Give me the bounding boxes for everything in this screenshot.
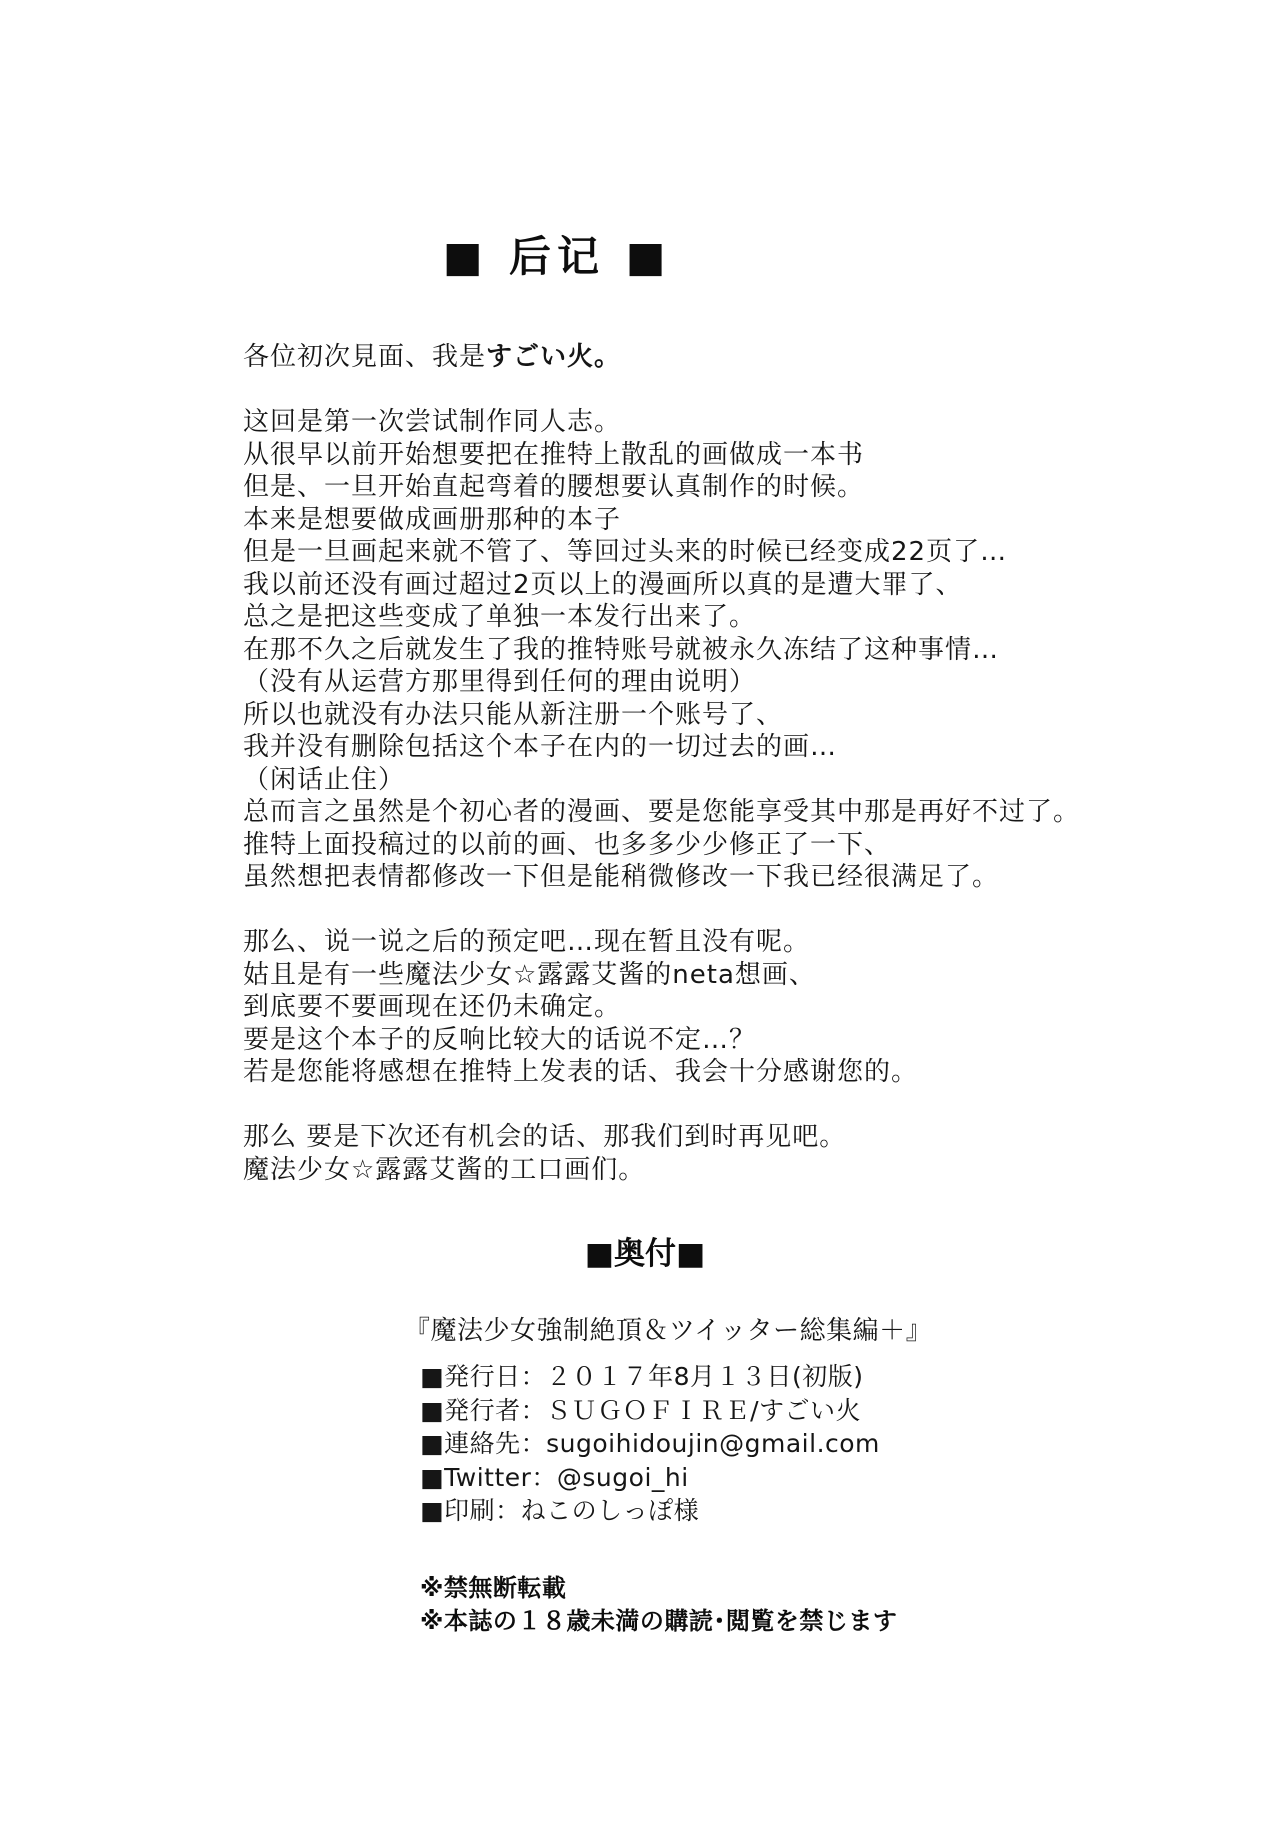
afterword-body-text bbox=[243, 341, 1203, 1186]
text-line bbox=[243, 764, 1203, 797]
text-segment: 总之是把这些变成了单独一本发行出来了。 bbox=[243, 602, 757, 632]
text-line bbox=[243, 634, 1203, 667]
text-line bbox=[243, 699, 1203, 732]
text-line: ■印刷：ねこのしっぽ様 bbox=[420, 1496, 700, 1525]
text-line bbox=[243, 569, 1203, 602]
text-line bbox=[243, 796, 1203, 829]
text-segment: 这回是第一次尝试制作同人志。 bbox=[243, 407, 622, 437]
text-line: ■連絡先：sugoihidoujin@gmail.com bbox=[420, 1429, 880, 1458]
text-line bbox=[243, 894, 1203, 927]
text-segment: 姑且是有一些魔法少女☆露露艾酱的neta想画、 bbox=[243, 959, 816, 990]
text-line bbox=[243, 341, 1203, 374]
text-segment: 要是这个本子的反响比较大的话说不定…？ bbox=[243, 1024, 757, 1055]
text-segment: 到底要不要画现在还仍未确定。 bbox=[243, 992, 622, 1022]
text-line: ※禁無断転載 bbox=[420, 1574, 567, 1602]
text-segment: 但是、一旦开始直起弯着的腰想要认真制作的时候。 bbox=[243, 472, 865, 502]
text-segment: 各位初次見面、我是 bbox=[243, 342, 487, 372]
text-line bbox=[243, 731, 1203, 764]
page-title: ■ 后记 ■ bbox=[442, 232, 672, 281]
text-segment: 若是您能将感想在推特上发表的话、我会十分感谢您的。 bbox=[243, 1057, 919, 1087]
text-segment: 但是一旦画起来就不管了、等回过头来的时候已经变成22页了… bbox=[243, 537, 1008, 567]
text-segment: 在那不久之后就发生了我的推特账号就被永久冻结了这种事情… bbox=[243, 634, 1000, 665]
text-line: ■発行者：ＳＵＧＯＦＩＲＥ/すごい火 bbox=[420, 1395, 862, 1425]
text-line bbox=[243, 439, 1203, 472]
text-segment: 总而言之虽然是个初心者的漫画、要是您能享受其中那是再好不过了。 bbox=[243, 797, 1081, 827]
text-segment: 那么、说一说之后的预定吧…现在暂且没有呢。 bbox=[243, 927, 811, 957]
colophon-heading: ■奥付■ bbox=[584, 1236, 706, 1272]
text-line bbox=[243, 861, 1203, 894]
colophon-details bbox=[420, 1360, 880, 1528]
text-segment: 所以也就没有办法只能从新注册一个账号了、 bbox=[243, 699, 784, 730]
text-segment: 从很早以前开始想要把在推特上散乱的画做成一本书 bbox=[243, 439, 865, 470]
text-line bbox=[243, 991, 1203, 1024]
text-line bbox=[243, 504, 1203, 537]
text-line bbox=[243, 666, 1203, 699]
text-line: ■Twitter：@sugoi_hi bbox=[420, 1462, 689, 1492]
text-segment: 我并没有删除包括这个本子在内的一切过去的画… bbox=[243, 732, 838, 762]
text-segment: 魔法少女☆露露艾酱的工口画们。 bbox=[243, 1154, 646, 1185]
text-segment: 推特上面投稿过的以前的画、也多多少少修正了一下、 bbox=[243, 829, 892, 860]
text-segment: （没有从运营方那里得到任何的理由说明） bbox=[243, 667, 757, 697]
text-segment: （闲话止住） bbox=[243, 764, 406, 795]
text-line bbox=[243, 374, 1203, 407]
text-line bbox=[243, 1121, 1203, 1154]
text-line bbox=[243, 471, 1203, 504]
text-line bbox=[243, 926, 1203, 959]
text-segment: 我以前还没有画过超过2页以上的漫画所以真的是遭大罪了、 bbox=[243, 569, 963, 600]
text-segment: 本来是想要做成画册那种的本子 bbox=[243, 504, 622, 535]
text-line bbox=[243, 1154, 1203, 1187]
text-line bbox=[243, 1024, 1203, 1057]
book-title: 『魔法少女強制絶頂＆ツイッター総集編＋』 bbox=[404, 1316, 933, 1346]
warning-notices bbox=[420, 1572, 897, 1638]
text-line: ■発行日：２０１７年8月１３日(初版) bbox=[420, 1362, 864, 1391]
text-line bbox=[243, 601, 1203, 634]
text-line bbox=[243, 829, 1203, 862]
text-line bbox=[243, 959, 1203, 992]
author-name-bold: すごい火。 bbox=[486, 342, 622, 372]
text-segment: 虽然想把表情都修改一下但是能稍微修改一下我已经很满足了。 bbox=[243, 862, 1000, 892]
text-line bbox=[243, 536, 1203, 569]
text-segment: 那么 要是下次还有机会的话、那我们到时再见吧。 bbox=[243, 1122, 847, 1152]
text-line: ※本誌の１８歳未満の購読･閲覧を禁じます bbox=[420, 1607, 898, 1635]
text-line bbox=[243, 1056, 1203, 1089]
text-line bbox=[243, 406, 1203, 439]
text-line bbox=[243, 1089, 1203, 1122]
